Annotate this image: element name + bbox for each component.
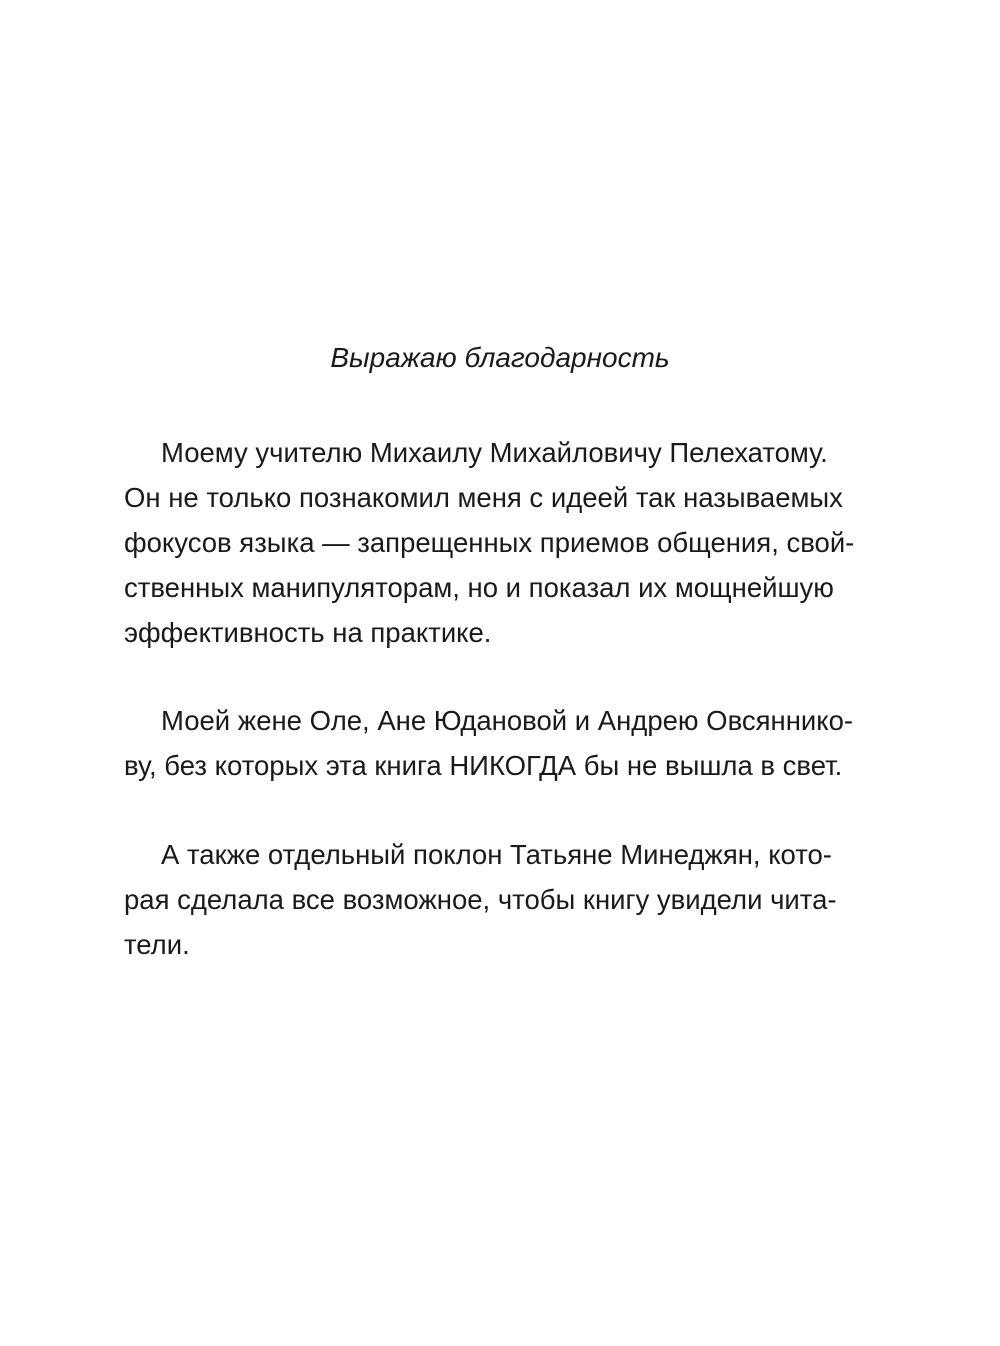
paragraph-publisher	[124, 832, 837, 967]
paragraph-family	[124, 698, 854, 788]
text-line: эффективность на практике.	[124, 617, 492, 648]
acknowledgements-heading: Выражаю благодарность	[330, 342, 670, 373]
text-line: А также отдельный поклон Татьяне Минеджян, кото-	[161, 839, 832, 870]
text-line: тели.	[124, 929, 190, 960]
text-line: Моей жене Оле, Ане Юдановой и Андрею Овсяннико-	[161, 705, 854, 736]
text-line: ственных манипуляторам, но и показал их мощнейшую	[124, 572, 834, 603]
text-line: фокусов языка — запрещенных приемов общения, свой-	[124, 527, 855, 558]
text-line: ву, без которых эта книга НИКОГДА бы не вышла в свет.	[124, 750, 843, 781]
paragraph-teacher	[124, 430, 855, 655]
text-line: Он не только познакомил меня с идеей так называемых	[124, 482, 843, 513]
text-line: Моему учителю Михаилу Михайловичу Пелехатому.	[161, 437, 828, 468]
text-line: рая сделала все возможное, чтобы книгу увидели чита-	[124, 884, 837, 915]
